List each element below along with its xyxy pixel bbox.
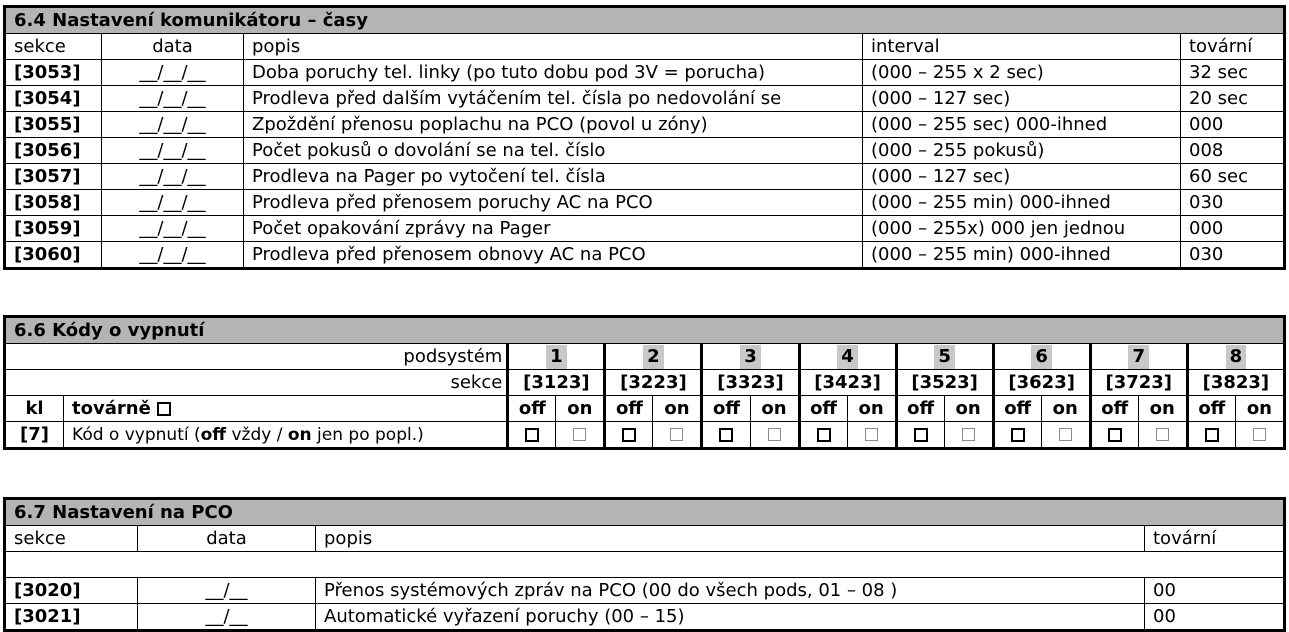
- section-code: [3823]: [1187, 370, 1284, 396]
- empty-row: [5, 552, 1285, 578]
- interval: (000 – 127 sec): [863, 164, 1181, 190]
- table-row: [5, 190, 1285, 216]
- section-code: [3623]: [993, 370, 1090, 396]
- col-header-data: data: [138, 526, 316, 552]
- on-label: on: [556, 396, 605, 422]
- on-checkbox[interactable]: [1059, 428, 1072, 441]
- interval: (000 – 255 sec) 000-ihned: [863, 112, 1181, 138]
- off-checkbox[interactable]: [1108, 428, 1122, 442]
- section-code: [3056]: [5, 138, 102, 164]
- col-header-popis: popis: [244, 34, 863, 60]
- section-code-row: [5, 370, 1285, 396]
- subsystem-number: 7: [1090, 344, 1187, 370]
- interval: (000 – 255x) 000 jen jednou: [863, 216, 1181, 242]
- on-label: on: [1041, 396, 1090, 422]
- section-title: 6.4 Nastavení komunikátoru – časy: [5, 7, 1285, 34]
- table-header-row: [5, 526, 1285, 552]
- data-entry-field[interactable]: __/__: [138, 578, 316, 604]
- description: Prodleva před přenosem poruchy AC na PCO: [244, 190, 863, 216]
- checkbox-icon: [157, 402, 171, 416]
- section-code: [3059]: [5, 216, 102, 242]
- subsystem-number: 5: [896, 344, 993, 370]
- on-checkbox[interactable]: [1253, 428, 1266, 441]
- section-code: [3123]: [508, 370, 605, 396]
- default-value: 030: [1181, 190, 1285, 216]
- subsystem-number: 3: [702, 344, 799, 370]
- on-checkbox[interactable]: [670, 428, 683, 441]
- col-header-interval: interval: [863, 34, 1181, 60]
- table-row: [5, 86, 1285, 112]
- off-label: off: [702, 396, 750, 422]
- table-row: [5, 138, 1285, 164]
- description: Automatické vyřazení poruchy (00 – 15): [316, 604, 1145, 631]
- table-header-row: [5, 34, 1285, 60]
- table-row: [5, 60, 1285, 86]
- off-label: off: [993, 396, 1041, 422]
- shutdown-codes-table: [3, 315, 1286, 450]
- default-value: 20 sec: [1181, 86, 1285, 112]
- description: Počet pokusů o dovolání se na tel. číslo: [244, 138, 863, 164]
- on-label: on: [1235, 396, 1284, 422]
- section-code: [3055]: [5, 112, 102, 138]
- off-checkbox[interactable]: [525, 428, 539, 442]
- interval: (000 – 255 pokusů): [863, 138, 1181, 164]
- on-label: on: [1138, 396, 1187, 422]
- col-header-popis: popis: [316, 526, 1145, 552]
- section-code: [3223]: [605, 370, 702, 396]
- table-row: [5, 422, 1285, 449]
- subsystem-row: [5, 344, 1285, 370]
- section-title: 6.6 Kódy o vypnutí: [5, 317, 1285, 344]
- default-value: 000: [1181, 216, 1285, 242]
- table-row: [5, 112, 1285, 138]
- on-checkbox[interactable]: [962, 428, 975, 441]
- subsystem-number: 6: [993, 344, 1090, 370]
- off-checkbox[interactable]: [622, 428, 636, 442]
- section-code: [3523]: [896, 370, 993, 396]
- section-code: [3060]: [5, 242, 102, 269]
- default-value: 00: [1145, 604, 1285, 631]
- sekce-label: sekce: [5, 370, 508, 396]
- section-code: [3057]: [5, 164, 102, 190]
- data-entry-field[interactable]: __/__/__: [102, 190, 244, 216]
- on-label: on: [750, 396, 799, 422]
- section-code: [3423]: [799, 370, 896, 396]
- off-checkbox[interactable]: [914, 428, 928, 442]
- subsystem-number: 1: [508, 344, 605, 370]
- description: Prodleva před dalším vytáčením tel. čísla po nedovolání se: [244, 86, 863, 112]
- off-on-header-row: [5, 396, 1285, 422]
- on-label: on: [847, 396, 896, 422]
- col-header-tovarni: tovární: [1145, 526, 1285, 552]
- description: Kód o vypnutí (off vždy / on jen po popl.): [64, 422, 508, 449]
- default-value: 030: [1181, 242, 1285, 269]
- off-label: off: [508, 396, 556, 422]
- data-entry-field[interactable]: __/__/__: [102, 242, 244, 269]
- pco-settings-table: [3, 497, 1286, 632]
- off-label: off: [896, 396, 944, 422]
- col-header-data: data: [102, 34, 244, 60]
- kl-label: kl: [5, 396, 64, 422]
- section-title: 6.7 Nastavení na PCO: [5, 499, 1285, 526]
- section-code: [3723]: [1090, 370, 1187, 396]
- off-label: off: [799, 396, 847, 422]
- communicator-times-table: [3, 5, 1286, 270]
- off-label: off: [1187, 396, 1235, 422]
- data-entry-field[interactable]: __/__/__: [102, 164, 244, 190]
- description: Prodleva na Pager po vytočení tel. čísla: [244, 164, 863, 190]
- off-checkbox[interactable]: [1011, 428, 1025, 442]
- interval: (000 – 255 x 2 sec): [863, 60, 1181, 86]
- subsystem-number: 8: [1187, 344, 1284, 370]
- section-code: [3021]: [5, 604, 138, 631]
- off-checkbox[interactable]: [817, 428, 831, 442]
- section-code: [3020]: [5, 578, 138, 604]
- subsystem-number: 2: [605, 344, 702, 370]
- data-entry-field[interactable]: __/__/__: [102, 86, 244, 112]
- description: Prodleva před přenosem obnovy AC na PCO: [244, 242, 863, 269]
- table-row: [5, 164, 1285, 190]
- on-checkbox[interactable]: [768, 428, 781, 441]
- table-row: [5, 604, 1285, 631]
- default-value: 00: [1145, 578, 1285, 604]
- off-label: off: [1090, 396, 1138, 422]
- table-row: [5, 578, 1285, 604]
- default-value: 60 sec: [1181, 164, 1285, 190]
- interval: (000 – 255 min) 000-ihned: [863, 190, 1181, 216]
- on-label: on: [653, 396, 702, 422]
- on-label: on: [944, 396, 993, 422]
- col-header-tovarni: tovární: [1181, 34, 1285, 60]
- col-header-sekce: sekce: [5, 526, 138, 552]
- on-checkbox[interactable]: [865, 428, 878, 441]
- default-value: 008: [1181, 138, 1285, 164]
- on-checkbox[interactable]: [573, 428, 586, 441]
- data-entry-field[interactable]: __/__: [138, 604, 316, 631]
- description: Přenos systémových zpráv na PCO (00 do všech pods, 01 – 08 ): [316, 578, 1145, 604]
- section-code: [3053]: [5, 60, 102, 86]
- data-entry-field[interactable]: __/__/__: [102, 216, 244, 242]
- data-entry-field[interactable]: __/__/__: [102, 138, 244, 164]
- off-checkbox[interactable]: [719, 428, 733, 442]
- kl-code: [7]: [5, 422, 64, 449]
- table-row: [5, 242, 1285, 269]
- interval: (000 – 255 min) 000-ihned: [863, 242, 1181, 269]
- data-entry-field[interactable]: __/__/__: [102, 60, 244, 86]
- data-entry-field[interactable]: __/__/__: [102, 112, 244, 138]
- subsystem-number: 4: [799, 344, 896, 370]
- col-header-sekce: sekce: [5, 34, 102, 60]
- section-code: [3323]: [702, 370, 799, 396]
- interval: (000 – 127 sec): [863, 86, 1181, 112]
- description: Počet opakování zprávy na Pager: [244, 216, 863, 242]
- subsystem-label: podsystém: [5, 344, 508, 370]
- on-checkbox[interactable]: [1156, 428, 1169, 441]
- default-value: 32 sec: [1181, 60, 1285, 86]
- default-value: 000: [1181, 112, 1285, 138]
- section-code: [3058]: [5, 190, 102, 216]
- description: Zpoždění přenosu poplachu na PCO (povol u zóny): [244, 112, 863, 138]
- off-checkbox[interactable]: [1205, 428, 1219, 442]
- table-row: [5, 216, 1285, 242]
- off-label: off: [605, 396, 653, 422]
- tovarne-label: továrně: [64, 396, 508, 422]
- description: Doba poruchy tel. linky (po tuto dobu pod 3V = porucha): [244, 60, 863, 86]
- section-code: [3054]: [5, 86, 102, 112]
